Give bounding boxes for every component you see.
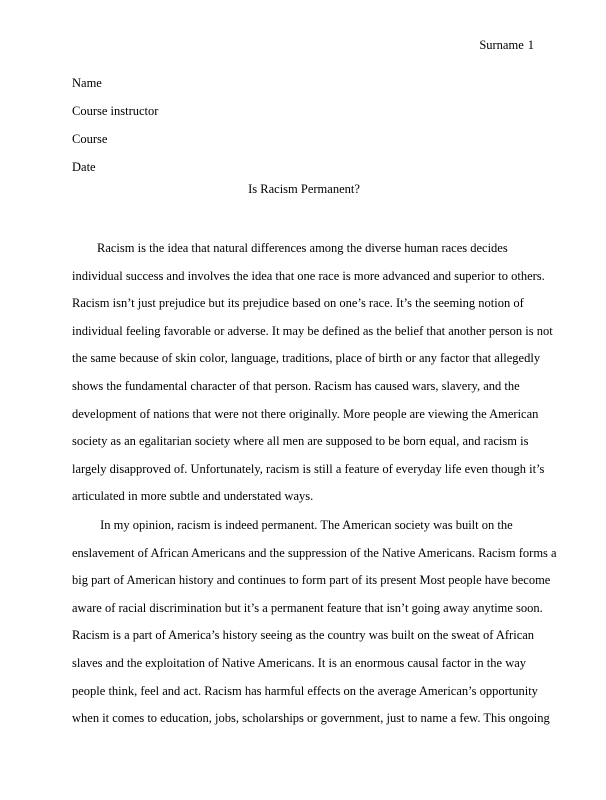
paragraph-line: aware of racial discrimination but it’s a permanent feature that isn’t going away anytime soon. — [72, 600, 543, 615]
essay-title: Is Racism Permanent? — [248, 182, 360, 196]
paragraph-line: Racism isn’t just prejudice but its prejudice based on one’s race. It’s the seeming notion of — [72, 296, 524, 311]
heading-block — [72, 69, 536, 181]
paragraph-line: people think, feel and act. Racism has harmful effects on the average American’s opportunity — [72, 683, 538, 698]
paragraph-line: big part of American history and continues to form part of its present Most people have become — [72, 573, 551, 588]
paragraph-1 — [72, 235, 553, 511]
header-page-number: 1 — [527, 38, 534, 52]
running-header — [479, 37, 534, 53]
paragraph-line: articulated in more subtle and understated ways. — [72, 489, 314, 504]
paragraph-line: individual feeling favorable or adverse. It may be defined as the belief that another person is not — [72, 323, 553, 338]
paragraph-line: individual success and involves the idea that one race is more advanced and superior to others. — [72, 268, 545, 283]
paragraph-line: Racism is a part of America’s history seeing as the country was built on the sweat of African — [72, 628, 535, 643]
paragraph-line: slaves and the exploitation of Native Americans. It is an enormous causal factor in the way — [72, 655, 527, 670]
paragraph-line: Racism is the idea that natural differences among the diverse human races decides — [72, 241, 508, 255]
heading-instructor: Course instructor — [72, 104, 159, 118]
paragraph-2 — [72, 512, 557, 733]
paragraph-line: shows the fundamental character of that person. Racism has caused wars, slavery, and the — [72, 378, 520, 393]
paragraph-line: In my opinion, racism is indeed permanent. The American society was built on the — [72, 518, 513, 532]
heading-date: Date — [72, 160, 96, 174]
paragraph-line: the same because of skin color, language, traditions, place of birth or any factor that allegedly — [72, 351, 541, 366]
header-surname: Surname — [479, 38, 524, 52]
heading-name: Name — [72, 76, 102, 90]
paragraph-line: largely disapproved of. Unfortunately, racism is still a feature of everyday life even though it’s — [72, 461, 545, 476]
paragraph-line: society as an egalitarian society where all men are supposed to be born equal, and racism is — [72, 434, 529, 449]
paragraph-line: when it comes to education, jobs, scholarships or government, just to name a few. This ongoing — [72, 711, 550, 726]
paragraph-line: development of nations that were not there originally. More people are viewing the American — [72, 406, 539, 421]
paragraph-line: enslavement of African Americans and the suppression of the Native Americans. Racism forms a — [72, 545, 557, 560]
heading-course: Course — [72, 132, 108, 146]
